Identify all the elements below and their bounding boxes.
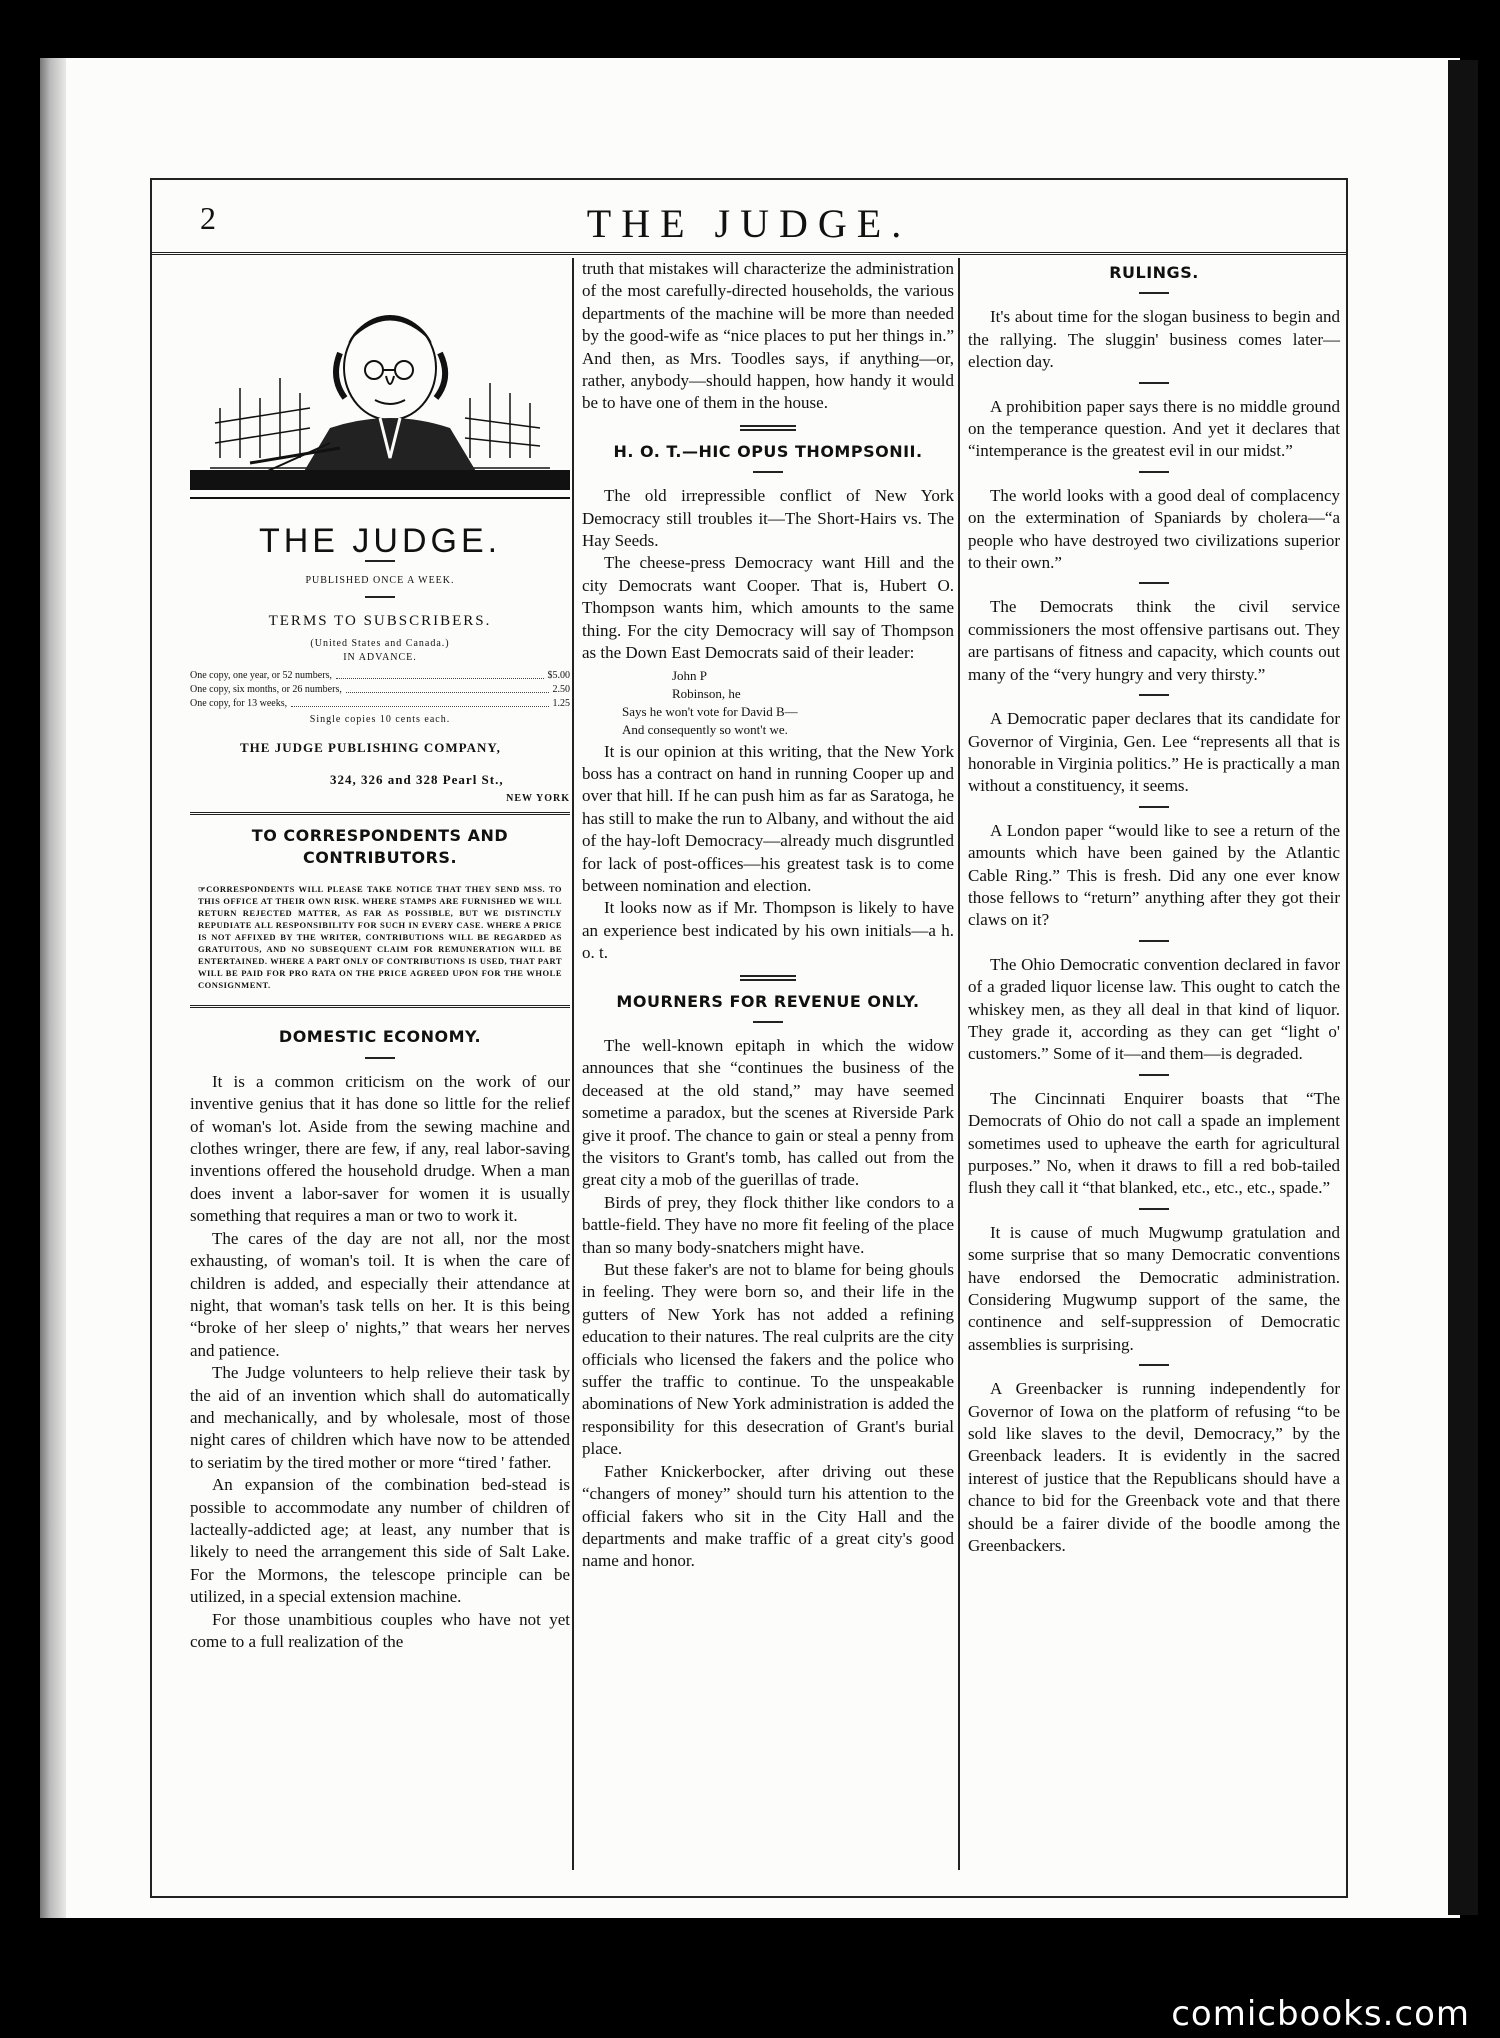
publisher-address: 324, 326 and 328 Pearl St., bbox=[330, 772, 504, 788]
publication-frequency: PUBLISHED ONCE A WEEK. bbox=[305, 575, 455, 587]
page-header bbox=[150, 188, 1348, 248]
column-1 bbox=[190, 258, 570, 1653]
verse-line: John P bbox=[672, 667, 708, 683]
divider bbox=[365, 596, 395, 598]
ruling-item: A Democratic paper declares that its candidate for Governor of Virginia, Gen. Lee “represents all that is honorable in Virginia politics.” He is practically a man without a constituency, it seems. bbox=[968, 709, 1340, 796]
ruling-item: A London paper “would like to see a return of the amounts which have been gained by the Atlantic Cable Ring.” This is fresh. Did any one ever know those fellows to “return” anything after they got their claws on it? bbox=[968, 820, 1340, 930]
divider bbox=[1139, 940, 1169, 942]
paragraph: It looks now as if Mr. Thompson is likely to have an experience best indicated by his own initials—a h. o. t. bbox=[582, 898, 954, 963]
paragraph: The well-known epitaph in which the widow announces that she “continues the business of the deceased at the old stand,” may have seemed sometime a paradox, but the scenes at Riverside Park give it proof. The chance to gain or steal a penny from the visitors to Grant's tomb, has called out from the great city a mob of the guerillas of trade. bbox=[582, 1035, 954, 1190]
judge-caricature-image bbox=[190, 258, 570, 508]
hot-heading: H. O. T.—HIC OPUS THOMPSONII. bbox=[613, 441, 923, 461]
ruling-item: The Cincinnati Enquirer boasts that “The Democrats of Ohio do not call a spade an implement sometimes used to upheave the earth for agricultural purposes.” No, when it draws to fill a red bob-tailed flush they call it “that blanked, etc., etc., etc., spade.” bbox=[968, 1088, 1340, 1198]
divider bbox=[753, 471, 783, 473]
column-2 bbox=[582, 258, 954, 1573]
ruling-item: It is cause of much Mugwump gratulation and some surprise that so many Democratic conventions have endorsed the Democratic administration. Considering Mugwump support of the same, the continence and self-suppression of Democratic assemblies is surprising. bbox=[968, 1222, 1340, 1354]
masthead: THE JUDGE. bbox=[586, 201, 912, 246]
paragraph: Birds of prey, they flock thither like condors to a battle-field. They have no more fit feeling of the place than so many body-snatchers might have. bbox=[582, 1192, 954, 1257]
ruling-item: A prohibition paper says there is no middle ground on the temperance question. And yet it declares that “intemperance is the greatest evil in our midst.” bbox=[968, 396, 1340, 461]
divider bbox=[1139, 1364, 1169, 1366]
price-label: One copy, for 13 weeks, bbox=[190, 697, 288, 709]
price-value: 1.25 bbox=[552, 697, 570, 709]
publisher-city: NEW YORK bbox=[506, 792, 570, 804]
double-rule bbox=[740, 975, 796, 981]
section-rule bbox=[190, 812, 570, 815]
header-rule bbox=[150, 252, 1348, 255]
ruling-item: The world looks with a good deal of complacency on the extermination of Spaniards by cholera—“a people who have destroyed two civilizations superior to their own.” bbox=[968, 485, 1340, 573]
divider bbox=[753, 1021, 783, 1023]
divider bbox=[1139, 582, 1169, 584]
price-list bbox=[190, 669, 570, 711]
divider bbox=[1139, 1208, 1169, 1210]
paragraph: The Judge volunteers to help relieve their task by the aid of an invention which shall do automatically and mechanically, and by wholesale, most of those night cares of children which have now to be attended to seriatim by the tired mother or more “tired ' father. bbox=[190, 1363, 570, 1472]
paragraph: It is a common criticism on the work of our inventive genius that it has done so little for the relief of woman's lot. Aside from the sewing machine and clothes wringer, there are few, if any, real labor-saving inventions offered the household drudge. When a man does invent a labor-saver for women it is usually something that requires a man or two to work it. bbox=[190, 1071, 570, 1226]
divider bbox=[365, 560, 395, 562]
publisher-name: THE JUDGE PUBLISHING COMPANY, bbox=[240, 739, 501, 755]
binding-shadow bbox=[40, 58, 66, 1918]
verse-line: And consequently so wont't we. bbox=[622, 721, 788, 737]
divider bbox=[1139, 471, 1169, 473]
ruling-item: It's about time for the slogan business to begin and the rallying. The sluggin' business comes later—election day. bbox=[968, 307, 1340, 372]
verse bbox=[622, 667, 954, 739]
verse-line: Says he won't vote for David B— bbox=[622, 703, 798, 719]
column-3 bbox=[968, 258, 1340, 1558]
divider bbox=[1139, 806, 1169, 808]
divider bbox=[1139, 382, 1169, 384]
paragraph: But these faker's are not to blame for being ghouls in feeling. They were born so, and their life in the gutters of New York has not added a refining education to their natures. The real culprits are the city officials who licensed the fakers and the police who suffer the traffic to continue. To the unspeakable abominations of New York administration is added the responsibility for this desecration of Grant's burial place. bbox=[582, 1260, 954, 1459]
ruling-item: A Greenbacker is running independently for Governor of Iowa on the platform of refusing “to be sold like slaves to the devil, Democracy,” by the Greenback leaders. It is evidently in the sacred interest of justice that the Republicans should have a chance to bid for the Greenback vote and that there should be a fairer divide of the boodle among the Greenbackers. bbox=[968, 1379, 1340, 1556]
domestic-heading: DOMESTIC ECONOMY. bbox=[278, 1027, 482, 1047]
rulings-heading: RULINGS. bbox=[1109, 263, 1199, 282]
paragraph: It is our opinion at this writing, that the New York boss has a contract on hand in running Cooper up and over that hill. If he can push him as far as Saratoga, he has still to make the run to Albany, and without the aid of the hay-loft Democracy—already much disgruntled for lack of post-offices—his greatest task is to come between nomination and election. bbox=[582, 741, 954, 895]
divider bbox=[1139, 694, 1169, 696]
paragraph: The cheese-press Democracy want Hill and the city Democrats want Cooper. That is, Hubert O. Thompson wants him, which amounts to the same thing. For the city Democracy will say of Thompson as the Down East Democrats said of their leader: bbox=[582, 553, 954, 663]
correspondents-notice: ☞CORRESPONDENTS WILL PLEASE TAKE NOTICE THAT THEY SEND MSS. TO THIS OFFICE AT THEIR OWN RISK. WHERE STAMPS ARE FURNISHED WE WILL RETURN REJECTED MATTER, AS FAR AS POSSIBLE, BUT WE DISTINCTLY REPUDIATE ALL RESPONSIBILITY FOR SUCH IN EVERY CASE. WHERE A PRICE IS NOT AFFIXED BY THE WRITER, CONTRIBUTIONS WILL BE REGARDED AS GRATUITOUS, AND NO SUBSEQUENT CLAIM FOR REMUNERATION WILL BE ENTERTAINED. WHERE A PART ONLY OF CONTRIBUTIONS IS USED, THAT PART WILL BE PAID FOR PRO RATA ON THE PRICE AGREED UPON FOR THE WHOLE CONSIGNMENT. bbox=[198, 884, 562, 991]
box-title: THE JUDGE. bbox=[258, 522, 502, 560]
paragraph: For those unambitious couples who have not yet come to a full realization of the bbox=[190, 1609, 570, 1651]
paragraph: The cares of the day are not all, nor the most exhausting, of woman's toil. It is when the care of children is added, and especially their attendance at night, that woman's task tells on her. It is this being “broke of her sleep o' nights,” that wears her nerves and patience. bbox=[190, 1228, 570, 1360]
single-copies: Single copies 10 cents each. bbox=[309, 713, 451, 725]
terms-region: (United States and Canada.) bbox=[310, 637, 450, 649]
ruling-item: The Democrats think the civil service commissioners the most offensive partisans out. They are partisans of fitness and capacity, which counts out many of the “very hungry and very thirsty.” bbox=[968, 597, 1340, 684]
column-rule-1 bbox=[572, 258, 574, 1870]
divider bbox=[1139, 292, 1169, 294]
price-value: 2.50 bbox=[552, 683, 570, 695]
paragraph: truth that mistakes will characterize the administration of the most carefully-directed households, the various departments of the machine will be more than needed by the good-wife as “nice places to put her things in.” And then, as Mrs. Toodles says, if anything—or, rather, anybody—should happen, how handy it would be to have one of them in the house. bbox=[582, 259, 954, 413]
terms-advance: IN ADVANCE. bbox=[343, 651, 417, 663]
price-label: One copy, six months, or 26 numbers, bbox=[190, 683, 342, 695]
masthead-illustration bbox=[190, 258, 570, 518]
page-number: 2 bbox=[200, 200, 216, 236]
correspondents-heading: TO CORRESPONDENTS AND CONTRIBUTORS. bbox=[251, 825, 509, 868]
paragraph: Father Knickerbocker, after driving out these “changers of money” should turn his attention to the official fakers who sit in the City Hall and the departments and make traffic of a great city's good name and honor. bbox=[582, 1461, 954, 1571]
price-row bbox=[190, 697, 570, 711]
column-rule-2 bbox=[958, 258, 960, 1870]
price-value: $5.00 bbox=[547, 669, 570, 681]
site-watermark: comicbooks.com bbox=[1171, 1994, 1470, 2034]
mourners-heading: MOURNERS FOR REVENUE ONLY. bbox=[616, 991, 920, 1011]
price-row bbox=[190, 669, 570, 683]
verse-line: Robinson, he bbox=[672, 685, 741, 701]
paragraph: An expansion of the combination bed-stead is possible to accommodate any number of children of lacteally-addicted age; at least, any number that is likely to need the arrangement this side of Salt Lake. For the Mormons, the telescope principle can be utilized, in a special extension machine. bbox=[190, 1475, 570, 1607]
divider bbox=[365, 1057, 395, 1059]
price-row bbox=[190, 683, 570, 697]
terms-title: TERMS TO SUBSCRIBERS. bbox=[268, 613, 492, 630]
page-edge bbox=[1448, 60, 1478, 1915]
double-rule bbox=[740, 425, 796, 431]
divider bbox=[1139, 1074, 1169, 1076]
price-label: One copy, one year, or 52 numbers, bbox=[190, 669, 332, 681]
section-rule bbox=[190, 1005, 570, 1008]
paragraph: The old irrepressible conflict of New York Democracy still troubles it—The Short-Hairs vs. The Hay Seeds. bbox=[582, 486, 954, 551]
ruling-item: The Ohio Democratic convention declared in favor of a graded liquor license law. This ought to catch the whiskey men, as they all deal in that kind of liquor. They grade it, according as they can get “light o' customers.” Some of it—and them—is degraded. bbox=[968, 954, 1340, 1064]
